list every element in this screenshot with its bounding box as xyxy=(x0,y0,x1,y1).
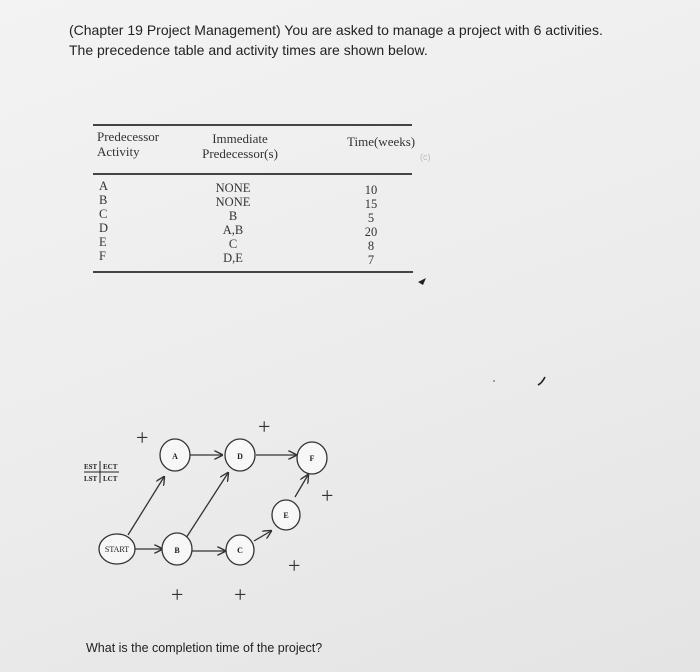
predecessor-cell: NONE xyxy=(215,181,251,195)
plus-mark-f: + xyxy=(321,483,334,508)
margin-mark: (c) xyxy=(420,152,431,162)
node-start-label: START xyxy=(104,545,130,554)
plus-mark-d: + xyxy=(258,414,271,439)
activity-cell: F xyxy=(99,249,106,263)
edge-start-a xyxy=(128,477,164,535)
time-cell: 20 xyxy=(364,225,378,239)
edge-b-d xyxy=(186,473,228,538)
legend-ect: ECT xyxy=(103,463,118,471)
activity-cell: D xyxy=(99,221,109,235)
activity-cell: A xyxy=(99,179,109,193)
predecessor-cell: C xyxy=(228,237,238,251)
edge-c-e xyxy=(254,531,271,541)
legend-lct: LCT xyxy=(103,475,118,483)
time-cell: 5 xyxy=(367,211,375,225)
plus-mark-e: + xyxy=(288,553,301,578)
node-a-label: A xyxy=(172,452,178,461)
time-cell: 10 xyxy=(364,183,378,197)
node-d-label: D xyxy=(237,452,243,461)
predecessor-cell: NONE xyxy=(215,195,251,209)
node-f-label: F xyxy=(309,454,315,463)
network-nodes xyxy=(99,439,327,565)
plus-mark-a: + xyxy=(136,425,149,450)
node-e-label: E xyxy=(283,511,289,520)
completion-question: What is the completion time of the project? xyxy=(86,641,323,655)
plus-mark-c: + xyxy=(234,582,247,607)
node-b-label: B xyxy=(174,546,180,555)
time-cell: 7 xyxy=(367,253,375,267)
activity-cell: B xyxy=(99,193,108,207)
time-cell: 8 xyxy=(367,239,375,253)
node-c-label: C xyxy=(237,546,243,555)
predecessor-cell: D,E xyxy=(223,251,243,265)
activity-cell: C xyxy=(99,207,108,221)
edge-e-f xyxy=(295,475,308,497)
time-cell: 15 xyxy=(364,197,378,211)
plus-mark-b: + xyxy=(171,582,184,607)
header-time: Time(weeks) xyxy=(347,134,416,149)
legend-est: EST xyxy=(84,463,98,471)
predecessor-cell: B xyxy=(228,209,238,223)
legend-box xyxy=(84,461,119,483)
predecessor-cell: A,B xyxy=(222,223,244,237)
question-text: (Chapter 19 Project Management) You are asked to manage a project with 6 activities. The precedence table and activity times are shown below. xyxy=(69,22,603,58)
activity-cell: E xyxy=(99,235,107,249)
header-predecessor-activity: Predecessor Activity xyxy=(97,129,160,159)
header-immediate-predecessors: Immediate Predecessor(s) xyxy=(202,131,278,161)
legend-lst: LST xyxy=(84,475,98,483)
